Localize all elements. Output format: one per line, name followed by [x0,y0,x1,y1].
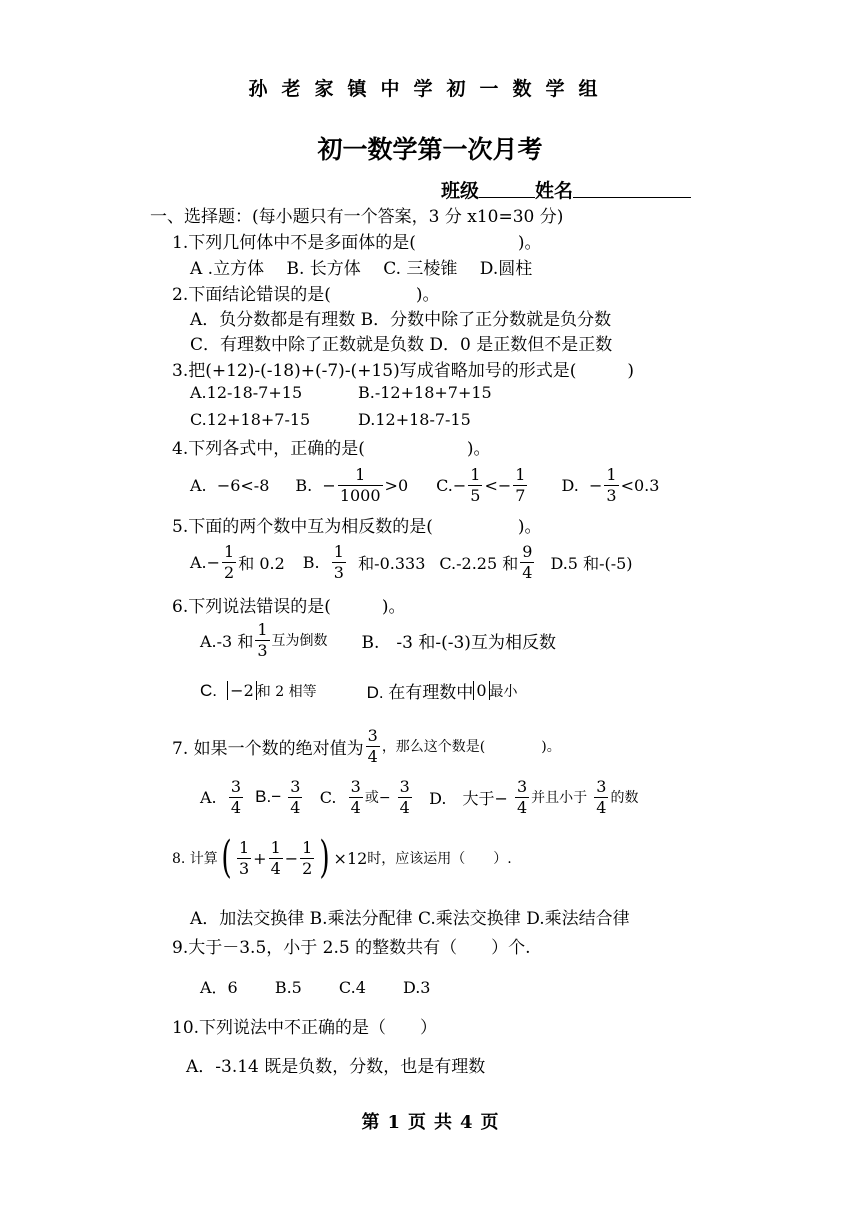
q4-b-label: B. [295,475,313,495]
q5-a-den: 2 [224,562,235,582]
q4-b-fraction [338,464,383,505]
question-7-options [200,772,638,822]
q7-stem-post: ，那么这个数是( )。 [381,739,561,755]
q5-b-fraction [332,541,346,582]
footer-total-pages: 4 [460,1112,473,1133]
q7-d-den2: 4 [596,797,607,817]
q4-a-label: A. [190,475,207,495]
q6-a-den: 3 [257,640,268,660]
q4-d-den: 3 [606,485,617,505]
q7-d-num1: 3 [516,776,528,796]
q4-c-fraction-1 [468,464,482,505]
q4-d-num: 1 [606,464,617,484]
q7-b-label: B.− [255,787,282,806]
footer-word-ye: 页 [408,1112,426,1133]
question-7-stem [172,722,561,770]
q7-d-fraction-1 [515,776,529,817]
q4-c-mid: <− [484,475,512,495]
q5-c-label: C.-2.25 和 [439,553,519,573]
q4-d-label: D. [561,475,579,495]
q4-d-fraction [604,464,618,505]
q8-left-paren: ( [221,832,232,883]
q7-c-fraction-2 [398,776,412,817]
q5-d-text: D.5 和-(-5) [550,553,633,573]
q8-fraction-2 [269,837,283,878]
q5-a-fraction [222,541,236,582]
name-blank[interactable] [573,179,691,198]
q7-stem-pre: 7. 如果一个数的绝对值为 [172,738,364,759]
q6-d-abs: 0 [473,681,489,700]
q5-c-num: 9 [522,541,533,561]
question-2-options-1: A．负分数都是有理数 B．分数中除了正分数就是负分数 [190,310,612,330]
question-8-stem [172,830,512,886]
q7-c-den1: 4 [350,797,361,817]
question-5-options [190,537,633,587]
q7-b-den: 4 [290,797,301,817]
q7-c-num2: 3 [399,776,410,796]
q6-a-rest: 互为倒数 [271,633,328,649]
q7-a-label: A. [200,787,217,807]
question-9-options: A．6 B.5 C.4 D.3 [200,978,431,997]
q5-a-label: A.− [190,552,221,572]
class-name-line [441,176,691,203]
q8-f2-den: 4 [270,858,281,878]
question-6-options-cd [200,678,518,703]
question-6-stem: 6.下列说法错误的是( )。 [172,597,406,617]
q7-c-fraction-1 [349,776,363,817]
q7-d-end: 的数 [610,790,639,806]
q6-c-rest: 和 2 相等 [256,683,317,700]
q6-d-label: D. 在有理数中 [366,683,474,702]
q8-f3-num: 1 [302,837,313,857]
q5-c-fraction [520,541,534,582]
q8-times: ×12 [333,848,368,868]
q4-c-label: C. [436,475,453,495]
question-10-stem: 10.下列说法中不正确的是（ ） [172,1018,438,1038]
footer-page-number: 1 [387,1112,400,1133]
q5-b-num: 1 [333,541,344,561]
footer-word-di: 第 [361,1112,380,1133]
q6-b-text: B. -3 和-(-3)互为相反数 [361,632,556,653]
question-4-options [190,460,659,510]
q4-b-den: 1000 [339,485,381,505]
q8-stem-post: 时，应该运用（ ）. [367,851,512,867]
question-1-options: A .立方体 B. 长方体 C. 三棱锥 D.圆柱 [190,259,533,279]
q4-d-rest: <0.3 [620,475,660,495]
q4-a-expr: −6<-8 [216,475,270,495]
q6-a-num: 1 [257,619,268,639]
q8-fraction-3 [300,837,314,878]
q4-c-fraction-2 [513,464,527,505]
q7-stem-fraction [366,725,380,766]
q8-right-paren: ) [319,832,331,883]
q7-stem-den: 4 [367,746,378,766]
q6-c-abs: −2 [227,681,257,700]
q5-b-den: 3 [333,562,344,582]
question-3-option-d: D.12+18-7-15 [358,410,471,429]
q5-a-num: 1 [224,541,235,561]
q8-f3-den: 2 [302,858,313,878]
q7-c-label: C. [319,787,337,807]
q8-f2-num: 1 [270,837,281,857]
question-2-stem: 2.下面结论错误的是( )。 [172,285,440,305]
q4-d-minus: − [589,475,603,495]
question-5-stem: 5.下面的两个数中互为相反数的是( )。 [172,517,542,537]
question-10-option-a: A．-3.14 既是负数，分数，也是有理数 [186,1057,486,1077]
q5-a-rest: 和 0.2 [238,553,285,573]
question-9-stem: 9.大于－3.5，小于 2.5 的整数共有（ ）个. [172,938,531,958]
q8-fraction-1 [237,837,251,878]
q5-c-den: 4 [522,562,533,582]
q6-a-fraction [255,619,269,660]
footer-word-ye-2: 页 [480,1112,499,1133]
q7-a-num: 3 [230,776,241,796]
class-label: 班级 [441,180,480,202]
q7-c-num1: 3 [350,776,361,796]
section-heading: 一、选择题：(每小题只有一个答案，3 分 x10=30 分) [150,207,564,227]
q6-a-label: A.-3 和 [200,631,254,651]
class-blank[interactable] [479,179,535,198]
q7-b-fraction [288,776,302,817]
exam-title: 初一数学第一次月考 [317,135,543,164]
q4-b-num: 1 [355,464,366,484]
question-2-options-2: C．有理数中除了正数就是负数 D．0 是正数但不是正数 [190,335,613,355]
q6-c-label: C. [200,680,217,700]
question-4-stem: 4.下列各式中，正确的是( )。 [172,439,491,459]
q7-a-den: 4 [230,797,241,817]
name-label: 姓名 [535,180,574,202]
q4-b-minus: − [322,475,336,495]
q8-stem-pre: 8. 计算 [172,851,218,867]
school-name: 孙老家镇中学初一数学组 [248,78,612,100]
page-footer [0,1108,860,1134]
footer-word-gong: 共 [434,1112,452,1133]
q4-b-rest: >0 [384,475,409,495]
q4-c-minus: − [452,475,467,495]
q7-c-den2: 4 [399,797,410,817]
q7-d-fraction-2 [594,776,608,817]
q6-d-rest: 最小 [489,683,518,700]
q4-c-num1: 1 [470,464,481,484]
q7-d-den1: 4 [516,797,528,817]
q4-c-den2: 7 [515,485,526,505]
q7-d-mid: 并且小于 [531,790,588,806]
question-3-option-b: B.-12+18+7+15 [358,383,492,402]
q7-stem-num: 3 [367,725,378,745]
q7-d-num2: 3 [596,776,607,796]
q7-b-num: 3 [290,776,301,796]
question-8-options: A．加法交换律 B.乘法分配律 C.乘法交换律 D.乘法结合律 [190,909,630,929]
q7-c-mid: 或− [364,790,391,806]
question-1-stem: 1.下列几何体中不是多面体的是( )。 [172,233,542,253]
q7-a-fraction [229,776,243,817]
q8-f1-den: 3 [238,858,250,878]
question-3-option-c: C.12+18+7-15 [190,410,311,429]
question-3-stem: 3.把(+12)-(-18)+(-7)-(+15)写成省略加号的形式是( ) [172,361,634,381]
q7-d-label: D. 大于− [429,788,508,808]
question-3-option-a: A.12-18-7+15 [190,383,303,402]
q8-f1-num: 1 [238,837,250,857]
q5-b-label: B. [302,552,320,572]
q8-plus: + [253,848,267,868]
q4-c-num2: 1 [515,464,526,484]
q5-b-rest: 和-0.333 [358,553,426,573]
q8-minus: − [284,848,299,868]
q4-c-den1: 5 [470,485,481,505]
question-6-options-ab [200,615,556,665]
